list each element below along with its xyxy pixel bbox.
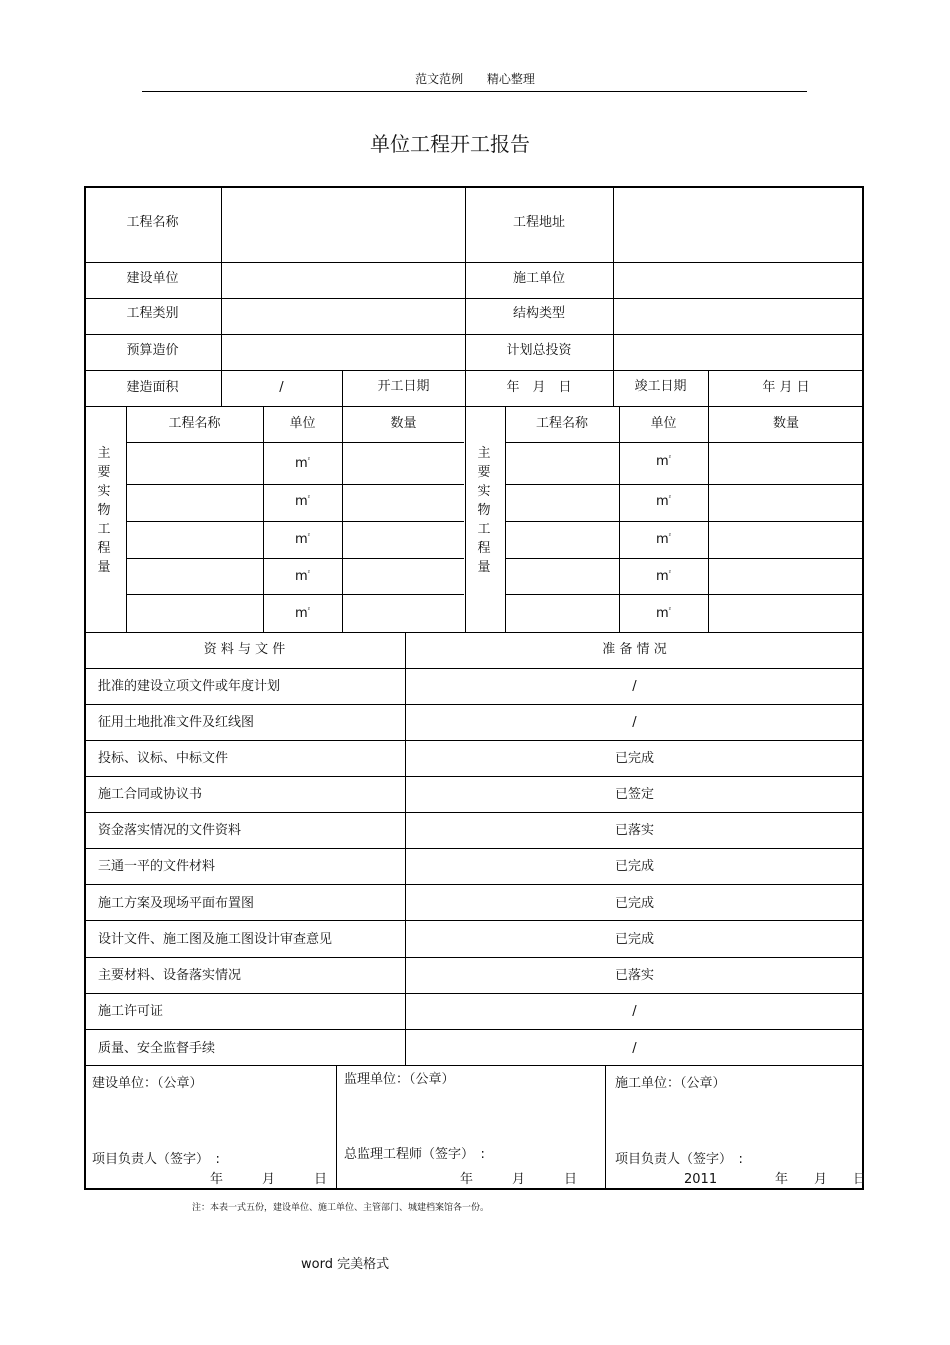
col-divider <box>342 406 343 632</box>
quantity-side-label-left: 主 要 实 物 工 程 量 <box>97 446 111 575</box>
contractor-date: 年 月 日 <box>775 1172 867 1187</box>
row-divider <box>84 957 864 958</box>
budget-label: 预算造价 <box>126 343 179 358</box>
row-divider <box>126 521 464 522</box>
doc-item: 三通一平的文件材料 <box>98 859 216 874</box>
doc-status: 已完成 <box>614 932 654 947</box>
builder-label: 建设单位 <box>126 271 179 286</box>
row-divider <box>84 406 864 407</box>
doc-status: 已完成 <box>614 859 654 874</box>
doc-item: 批准的建设立项文件或年度计划 <box>98 679 281 694</box>
doc-status: 已完成 <box>614 751 654 766</box>
doc-item: 投标、议标、中标文件 <box>98 751 229 766</box>
unit-cell: $m^{^2}$ <box>655 569 672 584</box>
doc-status: 已落实 <box>614 968 654 983</box>
row-divider <box>126 558 464 559</box>
start-date-value: 年 月 日 <box>506 380 572 395</box>
row-divider <box>126 442 464 443</box>
doc-status: 已完成 <box>614 896 654 911</box>
unit-cell: $m^{^2}$ <box>655 606 672 621</box>
contractor-label: 施工单位 <box>512 271 565 286</box>
col-divider <box>605 1065 606 1190</box>
doc-status: / <box>632 1041 637 1056</box>
doc-item: 征用土地批准文件及红线图 <box>98 715 255 730</box>
builder-seal-label: 建设单位：（公章） <box>92 1076 203 1091</box>
builder-date: 年 月 日 <box>210 1172 328 1187</box>
category-label: 工程类别 <box>126 306 179 321</box>
row-divider <box>84 668 864 669</box>
col-divider <box>126 406 127 632</box>
row-divider <box>84 993 864 994</box>
doc-item: 主要材料、设备落实情况 <box>98 968 242 983</box>
area-value: / <box>279 380 284 395</box>
col-divider <box>613 186 614 370</box>
row-divider <box>505 521 864 522</box>
contractor-person-label: 项目负责人（签字） : <box>615 1152 743 1167</box>
row-divider <box>84 884 864 885</box>
doc-item: 施工方案及现场平面布置图 <box>98 896 255 911</box>
col-divider <box>221 186 222 370</box>
row-divider <box>505 442 864 443</box>
doc-status: 已落实 <box>614 823 654 838</box>
row-divider <box>84 370 864 371</box>
unit-cell: $m^{^2}$ <box>294 494 311 509</box>
docs-header-left: 资 料 与 文 件 <box>203 642 286 657</box>
row-divider <box>84 632 864 633</box>
row-divider <box>84 848 864 849</box>
doc-status: / <box>632 679 637 694</box>
supervisor-date: 年 月 日 <box>460 1172 578 1187</box>
start-date-label: 开工日期 <box>377 379 430 394</box>
docs-header-right: 准 备 情 况 <box>602 642 667 657</box>
row-divider <box>84 1029 864 1030</box>
col-divider <box>619 406 620 632</box>
project-address-label: 工程地址 <box>512 215 565 230</box>
form-note: 注：本表一式五份，建设单位、施工单位、主管部门、城建档案馆各一份。 <box>192 1203 490 1213</box>
doc-status: 已签定 <box>614 787 654 802</box>
end-date-value: 年 月 日 <box>762 380 810 395</box>
row-divider <box>84 740 864 741</box>
col-divider <box>465 406 466 632</box>
page-header <box>0 70 950 87</box>
col-divider <box>505 406 506 632</box>
row-divider <box>84 704 864 705</box>
builder-person-label: 项目负责人（签字） : <box>92 1152 220 1167</box>
col-divider <box>336 1065 337 1190</box>
area-label: 建造面积 <box>126 380 179 395</box>
doc-status: / <box>632 1004 637 1019</box>
row-divider <box>505 594 864 595</box>
unit-cell: $m^{^2}$ <box>655 494 672 509</box>
doc-item: 设计文件、施工图及施工图设计审查意见 <box>98 932 333 947</box>
supervisor-person-label: 总监理工程师（签字） : <box>344 1147 485 1162</box>
document-title: 单位工程开工报告 <box>370 132 530 156</box>
structure-label: 结构类型 <box>512 306 565 321</box>
unit-cell: $m^{^2}$ <box>294 606 311 621</box>
col-divider <box>405 632 406 1065</box>
unit-cell: $m^{^2}$ <box>294 569 311 584</box>
row-divider <box>84 262 864 263</box>
row-divider <box>84 1065 864 1066</box>
doc-item: 质量、安全监督手续 <box>98 1041 216 1056</box>
unit-cell: $m^{^2}$ <box>655 532 672 547</box>
row-divider <box>84 334 864 335</box>
qty-header-qty: 数量 <box>390 416 417 431</box>
unit-cell: $m^{^2}$ <box>294 532 311 547</box>
qty-header-qty: 数量 <box>772 416 799 431</box>
unit-cell: $m^{^2}$ <box>294 456 311 471</box>
doc-status: / <box>632 715 637 730</box>
header-left: 范文范例 <box>415 72 464 86</box>
doc-item: 施工许可证 <box>98 1004 164 1019</box>
contractor-seal-label: 施工单位：（公章） <box>615 1076 726 1091</box>
page-footer: word 完美格式 <box>301 1257 390 1272</box>
header-rule <box>142 91 807 92</box>
row-divider <box>126 484 464 485</box>
end-date-label: 竣工日期 <box>634 379 687 394</box>
row-divider <box>126 594 464 595</box>
supervisor-seal-label: 监理单位：（公章） <box>344 1072 455 1087</box>
planned-investment-label: 计划总投资 <box>506 343 572 358</box>
row-divider <box>505 484 864 485</box>
row-divider <box>84 298 864 299</box>
quantity-side-label-right: 主 要 实 物 工 程 量 <box>477 446 491 575</box>
qty-header-name: 工程名称 <box>535 416 588 431</box>
doc-item: 资金落实情况的文件资料 <box>98 823 242 838</box>
row-divider <box>84 920 864 921</box>
doc-item: 施工合同或协议书 <box>98 787 203 802</box>
col-divider <box>708 406 709 632</box>
contractor-year: 2011 <box>684 1172 718 1187</box>
qty-header-name: 工程名称 <box>168 416 221 431</box>
project-name-label: 工程名称 <box>126 215 179 230</box>
header-right: 精心整理 <box>486 72 535 86</box>
qty-header-unit: 单位 <box>650 416 677 431</box>
unit-cell: $m^{^2}$ <box>655 454 672 469</box>
qty-header-unit: 单位 <box>289 416 316 431</box>
col-divider <box>263 406 264 632</box>
row-divider <box>84 776 864 777</box>
row-divider <box>84 812 864 813</box>
row-divider <box>505 558 864 559</box>
